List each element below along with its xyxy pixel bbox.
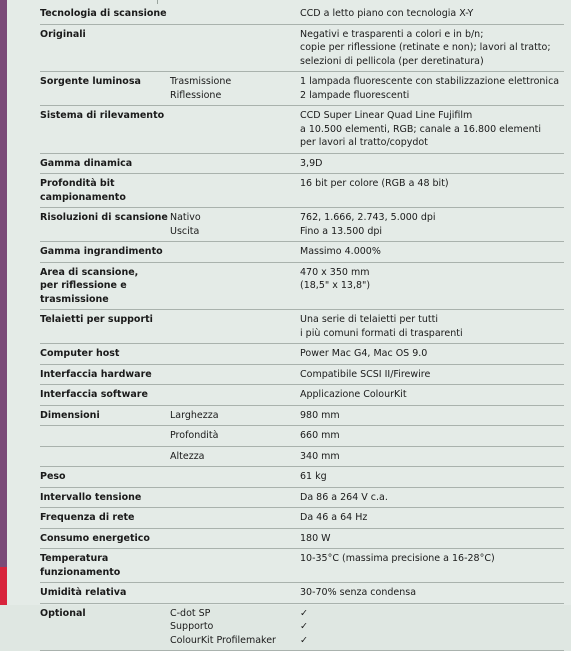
spec-value [300,508,564,529]
spec-sublabel [170,385,300,406]
spec-sublabel [170,549,300,583]
spec-value [300,24,564,72]
spec-value-text: Compatibile SCSI II/Firewire [300,368,431,380]
spec-value [300,242,564,263]
spec-sublabel-text: Uscita [170,225,200,237]
spec-label-text: Profondità bit campionamento [40,178,126,203]
left-accent-block [0,567,7,605]
spec-value [300,208,564,242]
spec-value [300,106,564,154]
spec-row [40,24,564,72]
spec-value-text: selezioni di pellicola (per deretinatura) [300,55,484,67]
spec-label [40,344,170,365]
spec-sublabel-text: Trasmissione [170,76,232,87]
spec-value-text: (18,5" x 13,8") [300,280,371,291]
spec-label-text: Interfaccia software [40,389,148,400]
spec-label-text: Interfaccia hardware [40,368,152,380]
spec-row [40,583,564,604]
spec-label [40,405,170,426]
spec-label-text: Sorgente luminosa [40,76,141,87]
spec-label-text: Consumo energetico [40,532,150,544]
spec-sublabel [170,426,300,447]
checkmark-icon: ✓ [300,634,308,646]
spec-sublabel-text: ColourKit Profilemaker [170,634,276,646]
spec-value-text: 660 mm [300,430,340,441]
spec-value [300,603,564,651]
spec-sublabel-text: C-dot SP [170,607,211,619]
spec-value [300,262,564,310]
spec-label [40,426,170,447]
spec-label [40,72,170,106]
spec-sublabel [170,72,300,106]
spec-value [300,344,564,365]
spec-value-text: 30-70% senza condensa [300,587,417,598]
spec-row [40,487,564,508]
spec-row [40,426,564,447]
spec-label-text: Tecnologia di scansione [40,8,167,19]
spec-value-text: Da 46 a 64 Hz [300,512,368,523]
specifications-table [40,4,564,651]
spec-value-text: 61 kg [300,471,327,482]
spec-row [40,242,564,263]
spec-row [40,385,564,406]
left-color-band [0,0,7,605]
spec-label [40,208,170,242]
spec-value-text: per lavori al tratto/copydot [300,137,428,148]
spec-label [40,549,170,583]
spec-sublabel [170,262,300,310]
spec-sublabel [170,153,300,174]
spec-value-text: 180 W [300,532,331,544]
spec-value-text: 16 bit per colore (RGB a 48 bit) [300,178,449,189]
spec-value [300,549,564,583]
spec-sublabel [170,24,300,72]
spec-value-text: 10-35°C (massima precisione a 16-28°C) [300,553,495,564]
spec-value [300,446,564,467]
spec-row [40,344,564,365]
checkmark-icon: ✓ [300,607,308,619]
spec-value [300,583,564,604]
spec-value-text: i più comuni formati di trasparenti [300,327,463,339]
spec-sublabel-text: Supporto [170,621,214,632]
spec-label-text: Sistema di rilevamento [40,110,165,121]
spec-value-text: Negativi e trasparenti a colori e in b/n; [300,28,484,40]
spec-label [40,528,170,549]
spec-row [40,310,564,344]
spec-value-text: CCD Super Linear Quad Line Fujifilm [300,110,473,121]
spec-value-text: Applicazione ColourKit [300,389,407,400]
spec-label [40,385,170,406]
spec-value [300,310,564,344]
spec-label-text: Risoluzioni di scansione [40,212,168,223]
spec-value [300,174,564,208]
spec-label-text: Peso [40,471,66,482]
spec-value-text: CCD a letto piano con tecnologia X-Y [300,8,474,19]
spec-label-text: Temperatura funzionamento [40,553,121,578]
spec-row [40,174,564,208]
spec-sheet [7,0,571,646]
spec-label [40,446,170,467]
spec-row [40,528,564,549]
spec-value [300,487,564,508]
specifications-body [40,4,564,651]
spec-value [300,426,564,447]
spec-sublabel [170,364,300,385]
spec-label-text: Gamma ingrandimento [40,246,163,257]
spec-label-text: Dimensioni [40,409,100,421]
spec-label-text: Telaietti per supporti [40,314,153,325]
spec-label-text: Originali [40,28,86,40]
spec-sublabel [170,344,300,365]
spec-label-text: Area di scansione, per riflessione e trasmissione [40,266,139,305]
spec-label [40,174,170,208]
spec-label [40,583,170,604]
spec-value [300,364,564,385]
spec-value-text: Power Mac G4, Mac OS 9.0 [300,348,428,359]
spec-label [40,603,170,651]
spec-sublabel [170,405,300,426]
spec-row [40,603,564,651]
spec-row [40,208,564,242]
spec-label-text: Optional [40,607,86,619]
spec-row [40,106,564,154]
spec-label [40,487,170,508]
spec-row [40,153,564,174]
spec-sublabel [170,467,300,488]
spec-row [40,446,564,467]
checkmark-icon: ✓ [300,621,308,632]
spec-value-text: 470 x 350 mm [300,266,370,278]
spec-value-text: 980 mm [300,409,340,421]
spec-value [300,72,564,106]
spec-label-text: Computer host [40,348,120,359]
spec-label [40,4,170,24]
spec-sublabel [170,106,300,154]
spec-sublabel [170,208,300,242]
spec-sublabel-text: Larghezza [170,409,219,421]
spec-sublabel [170,310,300,344]
spec-label [40,310,170,344]
spec-label-text: Intervallo tensione [40,491,142,503]
spec-label [40,508,170,529]
spec-label [40,24,170,72]
spec-row [40,4,564,24]
spec-label [40,364,170,385]
spec-label-text: Umidità relativa [40,587,127,598]
spec-sublabel-text: Profondità [170,430,219,441]
spec-value [300,385,564,406]
spec-sublabel [170,174,300,208]
spec-value [300,405,564,426]
spec-value-text: Massimo 4.000% [300,246,381,257]
spec-value-text: 2 lampade fluorescenti [300,89,410,101]
spec-sublabel [170,242,300,263]
spec-sublabel [170,583,300,604]
spec-value-text: 1 lampada fluorescente con stabilizzazione elettronica [300,76,560,87]
spec-value [300,153,564,174]
spec-value-text: 762, 1.666, 2.743, 5.000 dpi [300,212,436,223]
spec-value-text: copie per riflessione (retinate e non); lavori al tratto; [300,42,551,53]
spec-sublabel [170,4,300,24]
spec-label-text: Gamma dinamica [40,157,133,169]
spec-sublabel [170,487,300,508]
spec-value-text: 3,9D [300,157,323,169]
spec-value-text: Una serie di telaietti per tutti [300,314,438,325]
spec-label [40,106,170,154]
spec-row [40,72,564,106]
spec-label [40,467,170,488]
spec-sublabel-text: Nativo [170,212,201,223]
spec-label-text: Frequenza di rete [40,512,135,523]
spec-sublabel [170,528,300,549]
spec-label [40,262,170,310]
spec-value-text: 340 mm [300,450,340,462]
spec-label [40,153,170,174]
spec-sublabel [170,508,300,529]
spec-value-text: Da 86 a 264 V c.a. [300,491,388,503]
spec-value [300,467,564,488]
spec-row [40,262,564,310]
spec-sublabel-text: Riflessione [170,89,222,101]
spec-row [40,467,564,488]
spec-value-text: a 10.500 elementi, RGB; canale a 16.800 elementi [300,123,541,135]
spec-value [300,528,564,549]
spec-sublabel-text: Altezza [170,450,205,462]
spec-row [40,405,564,426]
spec-row [40,549,564,583]
spec-sublabel [170,446,300,467]
spec-value [300,4,564,24]
spec-sublabel [170,603,300,651]
spec-label [40,242,170,263]
spec-row [40,364,564,385]
spec-value-text: Fino a 13.500 dpi [300,225,383,237]
spec-row [40,508,564,529]
